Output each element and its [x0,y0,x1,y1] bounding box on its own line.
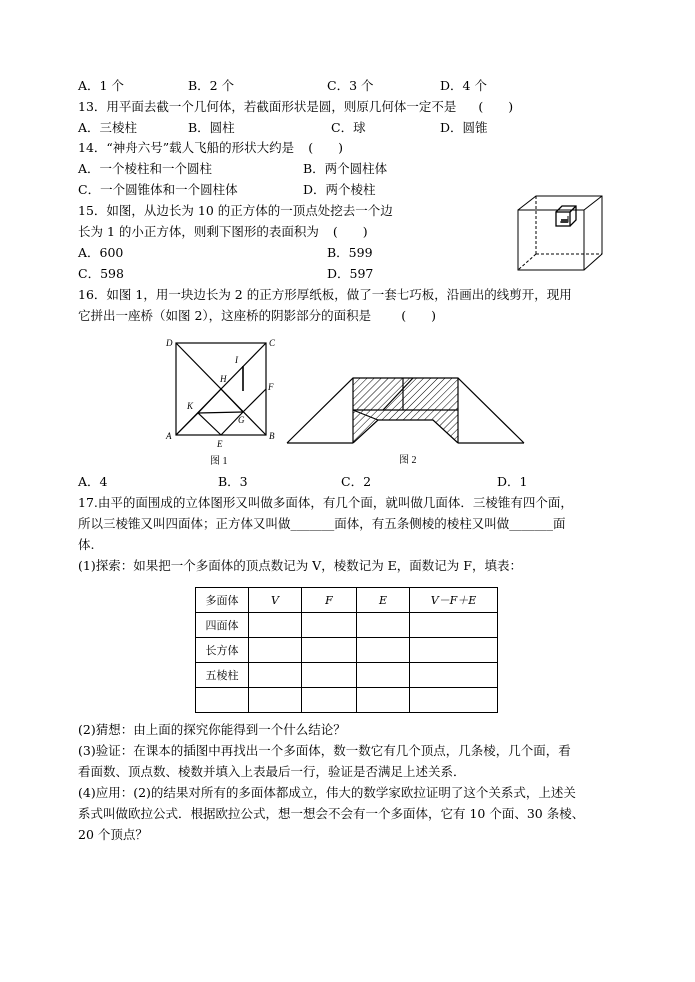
table-header: V [249,588,302,613]
q16-answer-bracket: ( ) [401,308,436,323]
q15-option-c: C．598 [78,266,124,281]
q15-answer-bracket: ( ) [332,224,368,239]
blank-cell[interactable] [357,638,410,663]
blank-cell[interactable] [302,613,357,638]
q15-option-b: B．599 [327,245,373,260]
blank-cell[interactable] [196,688,249,713]
fig2-caption: 图 2 [399,455,417,466]
q15-text: 长为 1 的小正方体，则剩下图形的表面积为 [78,224,319,239]
q17-apply-line3: 20 个顶点？ [78,827,148,842]
table-header: 多面体 [196,588,249,613]
table-row [196,638,498,663]
q14-option-c: C．一个圆锥体和一个圆柱体 [78,182,238,197]
q13-answer-bracket: ( ) [478,99,514,114]
q13-option-d: D．圆锥 [440,120,488,135]
q17-verify-line1: (3)验证：在课本的插图中再找出一个多面体，数一数它有几个顶点，几条棱，几个面，看 [78,743,571,758]
q17-apply-line1: (4)应用：(2)的结果对所有的多面体都成立，伟大的数学家欧拉证明了这个关系式，上述关 [78,785,576,800]
q15-option-a: A．600 [78,245,124,260]
blank-cell[interactable] [302,638,357,663]
q16-text: 它拼出一座桥（如图 2），这座桥的阴影部分的面积是 [78,308,372,323]
q13-option-a: A．三棱柱 [78,120,138,135]
q17-verify-line2: 看面数、顶点数、棱数并填入上表最后一行，验证是否满足上述关系． [78,764,466,779]
table-row [196,663,498,688]
q12-option-a: A．1 个 [78,78,124,93]
q16-option-b: B．3 [218,474,248,489]
tangram-figure-1 [160,333,285,468]
q13-option-b: B．圆柱 [188,120,235,135]
table-header: V－F＋E [410,588,498,613]
q15-option-d: D．597 [327,266,374,281]
blank-cell[interactable] [249,613,302,638]
blank-cell[interactable] [410,638,498,663]
q13-text: 13．用平面去截一个几何体，若截面形状是圆，则原几何体一定不是 [78,99,457,114]
q16-line1: 16．如图 1，用一块边长为 2 的正方形厚纸板，做了一套七巧板，沿画出的线剪开，现用 [78,287,572,302]
label-K: K [187,401,194,411]
q16-option-d: D．1 [497,474,528,489]
table-row [196,688,498,713]
label-A: A [166,431,172,441]
blank-cell[interactable] [249,688,302,713]
q12-option-c: C．3 个 [327,78,374,93]
blank-cell[interactable] [357,613,410,638]
table-header: F [302,588,357,613]
row-label: 长方体 [196,638,249,663]
q12-option-b: B．2 个 [188,78,235,93]
blank-cell[interactable] [357,688,410,713]
q17-intro-line1: 17.由平的面围成的立体图形又叫做多面体，有几个面，就叫做几面体．三棱锥有四个面， [78,495,573,510]
cube-figure [510,190,610,272]
q17-intro-line2: 所以三棱锥又叫四面体；正方体又叫做_______面体，有五条侧棱的棱柱又叫做_______面 [78,516,566,531]
bridge-figure-2 [283,370,528,470]
label-H: H [220,374,227,384]
label-I: I [235,355,238,365]
q17-apply-line2: 系式叫做欧拉公式．根据欧拉公式，想一想会不会有一个多面体，它有 10 个面、30 条棱、 [78,806,585,821]
q16-option-c: C．2 [341,474,372,489]
table-header-row [196,588,498,613]
q17-guess: (2)猜想：由上面的探究你能得到一个什么结论？ [78,722,346,737]
table-header: E [357,588,410,613]
q15-line1: 15．如图，从边长为 10 的正方体的一顶点处挖去一个边 [78,203,393,218]
q12-option-d: D．4 个 [440,78,487,93]
q14-question [78,140,343,156]
blank-cell[interactable] [249,663,302,688]
q13-option-c: C．球 [331,120,366,135]
row-label: 五棱柱 [196,663,249,688]
blank-cell[interactable] [249,638,302,663]
table-row [196,613,498,638]
fig1-caption: 图 1 [210,456,228,467]
label-C: C [269,338,276,348]
label-F: F [268,382,274,392]
blank-cell[interactable] [302,663,357,688]
q16-option-a: A．4 [78,474,108,489]
blank-cell[interactable] [410,663,498,688]
q14-option-d: D．两个棱柱 [303,182,376,197]
q14-option-a: A．一个棱柱和一个圆柱 [78,161,213,176]
q14-text: 14．“神舟六号”载人飞船的形状大约是 [78,140,295,155]
label-B: B [269,431,275,441]
q17-explore: (1)探索：如果把一个多面体的顶点数记为 V，棱数记为 E，面数记为 F，填表： [78,558,522,573]
label-D: D [166,338,173,348]
q14-answer-bracket: ( ) [308,140,343,155]
blank-cell[interactable] [357,663,410,688]
polyhedron-table [195,587,498,713]
label-G: G [238,415,245,425]
row-label: 四面体 [196,613,249,638]
q17-intro-line3: 体. [78,537,95,552]
blank-cell[interactable] [302,688,357,713]
label-E: E [217,439,223,449]
q13-question [78,99,513,115]
blank-cell[interactable] [410,688,498,713]
blank-cell[interactable] [410,613,498,638]
q15-line2 [78,224,368,240]
q14-option-b: B．两个圆柱体 [303,161,388,176]
q16-line2 [78,308,436,324]
